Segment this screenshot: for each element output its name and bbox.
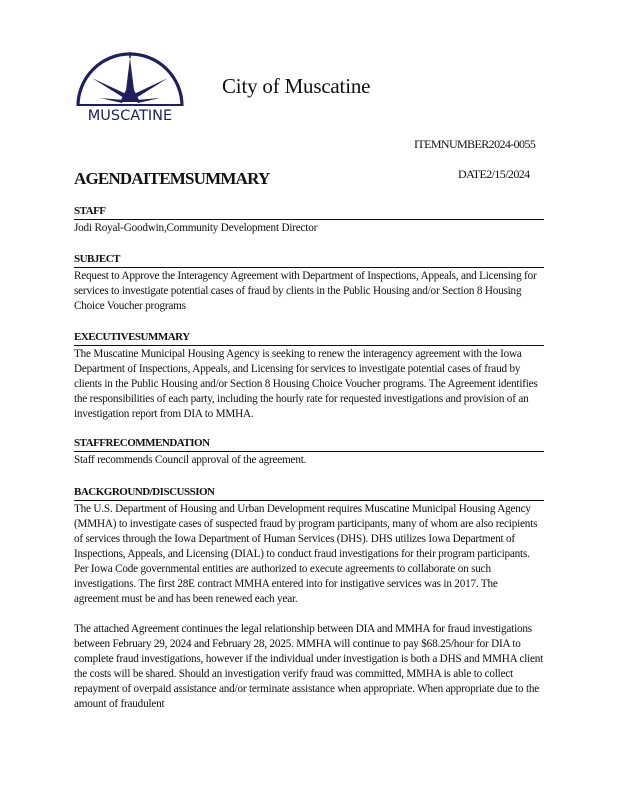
background-paragraph-1: The U.S. Department of Housing and Urban Development requires Muscatine Municipal Housing Agency (MMHA) to investigate cases of suspected fraud by program participants, many of whom are also recipients of services through the Iowa Department of Human Services (DHS). DHS utilizes Iowa Department of Inspections, Appeals, and Licensing (DIAL) to conduct fraud investigations for their program participants. Per Iowa Code governmental entities are authorized to execute agreements to collaborate on such investigations. The first 28E contract MMHA entered into for instigative services was in 2017. The agreement must be and has been renewed each year. xyxy=(74,503,538,605)
background-paragraph-2: The attached Agreement continues the legal relationship between DIA and MMHA for fraud investigations between February 29, 2024 and February 28, 2025. MMHA will continue to pay $68.25/hour for DIA to complete fraud investigations, however if the individual under investigation is both a DHS and MMHA client the costs will be shared. Should an investigation verify fraud was committed, MMHA is able to collect repayment of overpaid assistance and/or terminate assistance when appropriate. When appropriate due to the amount of fraudulent xyxy=(74,623,544,710)
muscatine-logo xyxy=(72,48,188,124)
section-heading: BACKGROUND/DISCUSSION xyxy=(74,486,544,501)
section-heading: EXECUTIVESUMMARY xyxy=(74,331,544,346)
section-body: The Muscatine Municipal Housing Agency is seeking to renew the interagency agreement with the Iowa Department of Inspections, Appeals, and Licensing for services to investigate potential cases of fraud by clients in the Public Housing and/or Section 8 Housing Choice Voucher programs. The Agreement identifies the responsibilities of each party, including the hourly rate for requested investigations and provision of an investigation report from DIA to MMHA. xyxy=(74,348,538,420)
section-heading: SUBJECT xyxy=(74,253,544,268)
section-heading: STAFFRECOMMENDATION xyxy=(74,437,544,452)
agenda-title: AGENDAITEMSUMMARY xyxy=(74,169,270,188)
logo-text: MUSCATINE xyxy=(87,108,173,124)
section-body: Request to Approve the Interagency Agreement with Department of Inspections, Appeals, and Licensing for services to investigate potential cases of fraud by clients in the Public Housing and/or Section 8 Housing Choice Voucher programs xyxy=(74,270,537,312)
section-body: Staff recommends Council approval of the agreement. xyxy=(74,454,307,466)
section-staff-recommendation xyxy=(74,437,544,468)
section-body xyxy=(74,502,544,712)
section-background-discussion xyxy=(74,486,544,712)
section-staff xyxy=(74,205,544,236)
section-heading: STAFF xyxy=(74,205,544,220)
section-body: Jodi Royal-Goodwin,Community Development Director xyxy=(74,222,318,234)
section-executive-summary xyxy=(74,331,544,422)
city-title: City of Muscatine xyxy=(222,74,371,98)
section-subject xyxy=(74,253,544,314)
item-number: ITEMNUMBER2024-0055 xyxy=(414,137,536,151)
agenda-date: DATE2/15/2024 xyxy=(458,167,530,181)
